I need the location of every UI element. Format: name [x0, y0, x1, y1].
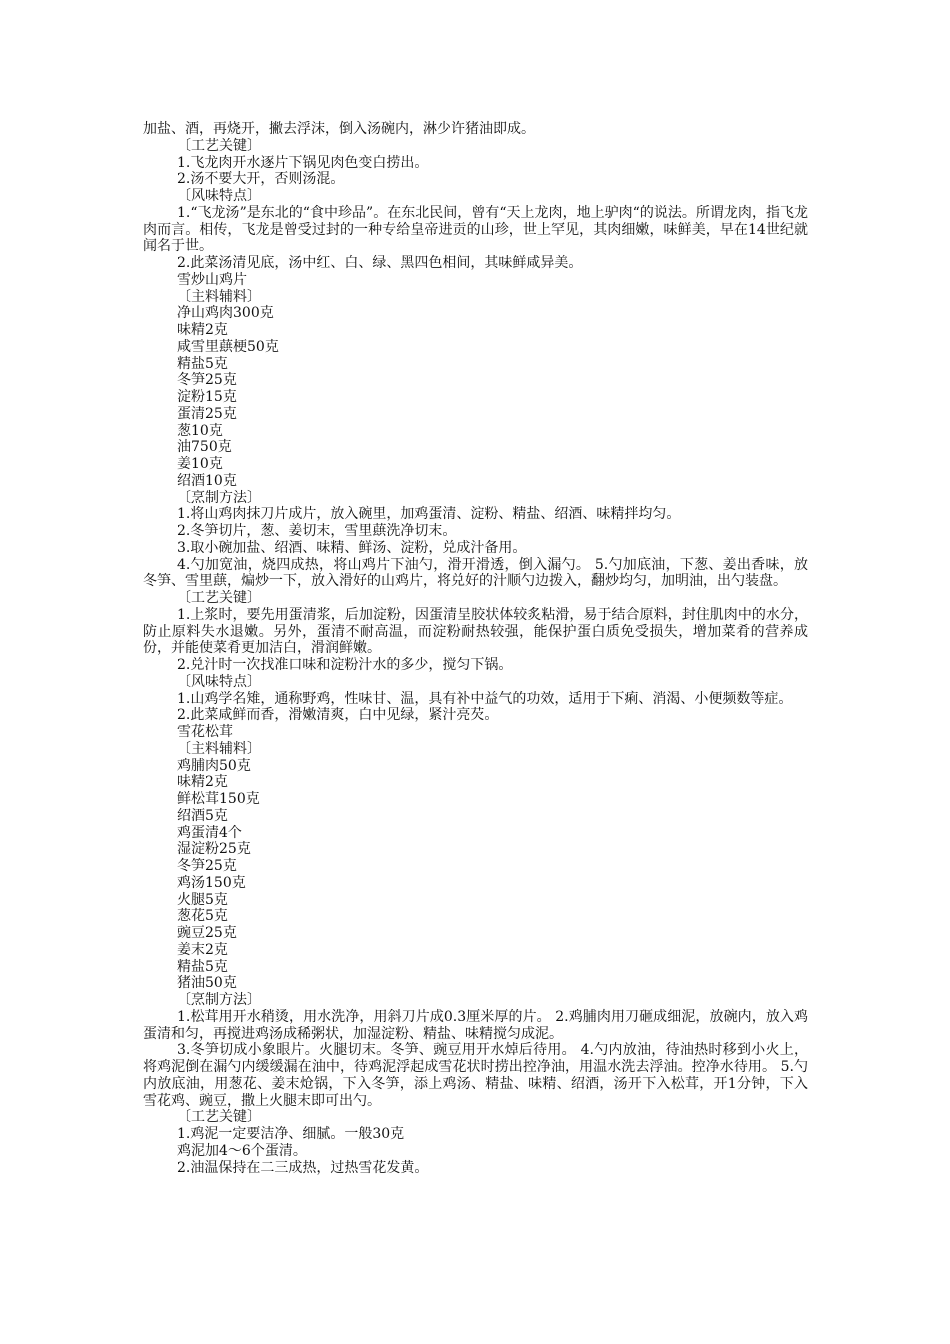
paragraph: 1.松茸用开水稍烫，用水洗净，用斜刀片成0.3厘米厚的片。 2.鸡脯肉用刀砸成细泥，放碗内，放入鸡蛋清和匀，再搅进鸡汤成稀粥状，加湿淀粉、精盐、味精搅匀成泥。 — [143, 1008, 808, 1042]
ingredient-item: 味精2克 — [177, 774, 228, 791]
ingredient-item: 姜10克 — [177, 456, 223, 472]
ingredient-item: 绍酒5克 — [177, 807, 228, 824]
step-line: 1.将山鸡肉抹刀片成片，放入碗里，加鸡蛋清、淀粉、精盐、绍酒、味精拌均匀。 — [177, 506, 681, 523]
paragraph: 1.山鸡学名雉，通称野鸡，性味甘、温，具有补中益气的功效，适用于下痢、消渴、小便频数等症。 — [177, 690, 793, 707]
ingredient-item: 鸡脯肉50克 — [177, 757, 251, 774]
ingredient-item: 豌豆25克 — [177, 925, 237, 941]
section-heading: 〔风味特点〕 — [177, 673, 261, 690]
ingredient-item: 冬笋25克 — [177, 372, 237, 389]
text-line: 2.油温保持在二三成热，过热雪花发黄。 — [177, 1159, 429, 1176]
section-heading: 〔主料辅料〕 — [177, 740, 261, 757]
text-line: 2.此菜咸鲜而香，滑嫩清爽，白中见绿，紧汁亮芡。 — [177, 707, 499, 724]
ingredient-item: 鲜松茸150克 — [177, 791, 260, 807]
ingredient-item: 葱10克 — [177, 422, 223, 439]
text-line: 2.兑汁时一次找准口味和淀粉汁水的多少，搅匀下锅。 — [177, 657, 513, 673]
recipe-title: 雪花松茸 — [177, 724, 233, 740]
paragraph: 4.勺加宽油，烧四成热，将山鸡片下油勺，滑开滑透，倒入漏勺。 5.勺加底油，下葱、姜出香味，放冬笋、雪里蕻，煸炒一下，放入滑好的山鸡片，将兑好的汁顺勺边拨入，翻炒均匀，加明油，出勺装盘。 — [143, 556, 808, 590]
ingredient-item: 精盐5克 — [177, 355, 228, 372]
section-heading: 〔工艺关键〕 — [177, 590, 261, 606]
ingredient-item: 咸雪里蕻梗50克 — [177, 338, 279, 355]
section-heading: 〔主料辅料〕 — [177, 288, 261, 305]
recipe-title: 雪炒山鸡片 — [177, 271, 247, 288]
section-heading: 〔风味特点〕 — [177, 188, 261, 204]
text-line: 1.鸡泥一定要洁净、细腻。一般30克 — [177, 1126, 405, 1142]
ingredient-item: 鸡汤150克 — [177, 874, 246, 891]
step-line: 2.冬笋切片，葱、姜切末，雪里蕻洗净切末。 — [177, 523, 457, 539]
ingredient-item: 淀粉15克 — [177, 389, 237, 405]
step-line: 3.取小碗加盐、绍酒、味精、鲜汤、淀粉，兑成汁备用。 — [177, 539, 527, 556]
ingredient-item: 姜末2克 — [177, 941, 228, 958]
ingredient-item: 湿淀粉25克 — [177, 841, 251, 858]
section-heading: 〔烹制方法〕 — [177, 992, 261, 1008]
paragraph: 1.上浆时，要先用蛋清浆，后加淀粉，因蛋清呈胶状体较炙粘滑，易于结合原料，封住肌肉中的水分，防止原料失水退嫩。另外，蛋清不耐高温，而淀粉耐热较强，能保护蛋白质免受损失，增加菜肴的营养成份，并能使菜肴更加洁白，滑润鲜嫩。 — [143, 606, 808, 657]
ingredient-item: 油750克 — [177, 439, 232, 456]
document-body — [143, 121, 808, 1176]
ingredient-item: 冬笋25克 — [177, 858, 237, 874]
ingredient-item: 味精2克 — [177, 322, 228, 338]
paragraph: 1.“飞龙汤”是东北的“食中珍品”。在东北民间，曾有“天上龙肉，地上驴肉“的说法。所谓龙肉，指飞龙肉而言。相传，飞龙是曾受过封的一种专给皇帝进贡的山珍，世上罕见，其肉细嫩，味鲜美，早在14世纪就闻名于世。 — [143, 204, 808, 255]
section-heading: 〔工艺关键〕 — [177, 137, 261, 154]
ingredient-item: 蛋清25克 — [177, 405, 237, 422]
ingredient-item: 猪油50克 — [177, 975, 237, 992]
text-line: 鸡泥加4～6个蛋清。 — [177, 1142, 307, 1159]
ingredient-item: 火腿5克 — [177, 891, 228, 908]
ingredient-item: 葱花5克 — [177, 908, 228, 925]
ingredient-item: 精盐5克 — [177, 958, 228, 975]
section-heading: 〔工艺关键〕 — [177, 1109, 261, 1126]
text-line: 加盐、酒，再烧开，撇去浮沫，倒入汤碗内，淋少许猪油即成。 — [143, 121, 535, 137]
ingredient-item: 绍酒10克 — [177, 472, 237, 489]
ingredient-item: 净山鸡肉300克 — [177, 305, 274, 322]
ingredient-item: 鸡蛋清4个 — [177, 824, 242, 841]
text-line: 1.飞龙肉开水逐片下锅见肉色变白捞出。 — [177, 154, 429, 171]
section-heading: 〔烹制方法〕 — [177, 489, 261, 506]
text-line: 2.汤不要大开，否则汤混。 — [177, 171, 345, 188]
paragraph: 3.冬笋切成小象眼片。火腿切末。冬笋、豌豆用开水焯后待用。 4.勺内放油，待油热时移到小火上，将鸡泥倒在漏勺内缓缓漏在油中，待鸡泥浮起成雪花状时捞出控净油，用温水洗去浮油。控净水待用。 5.勺内放底油，用葱花、姜末炝锅，下入冬笋，添上鸡汤、精盐、味精、绍酒，汤开下入松茸，开1分钟，下入雪花鸡、豌豆，撒上火腿末即可出勺。 — [143, 1042, 808, 1109]
text-line: 2.此菜汤清见底，汤中红、白、绿、黑四色相间，其味鲜咸异美。 — [177, 255, 583, 271]
